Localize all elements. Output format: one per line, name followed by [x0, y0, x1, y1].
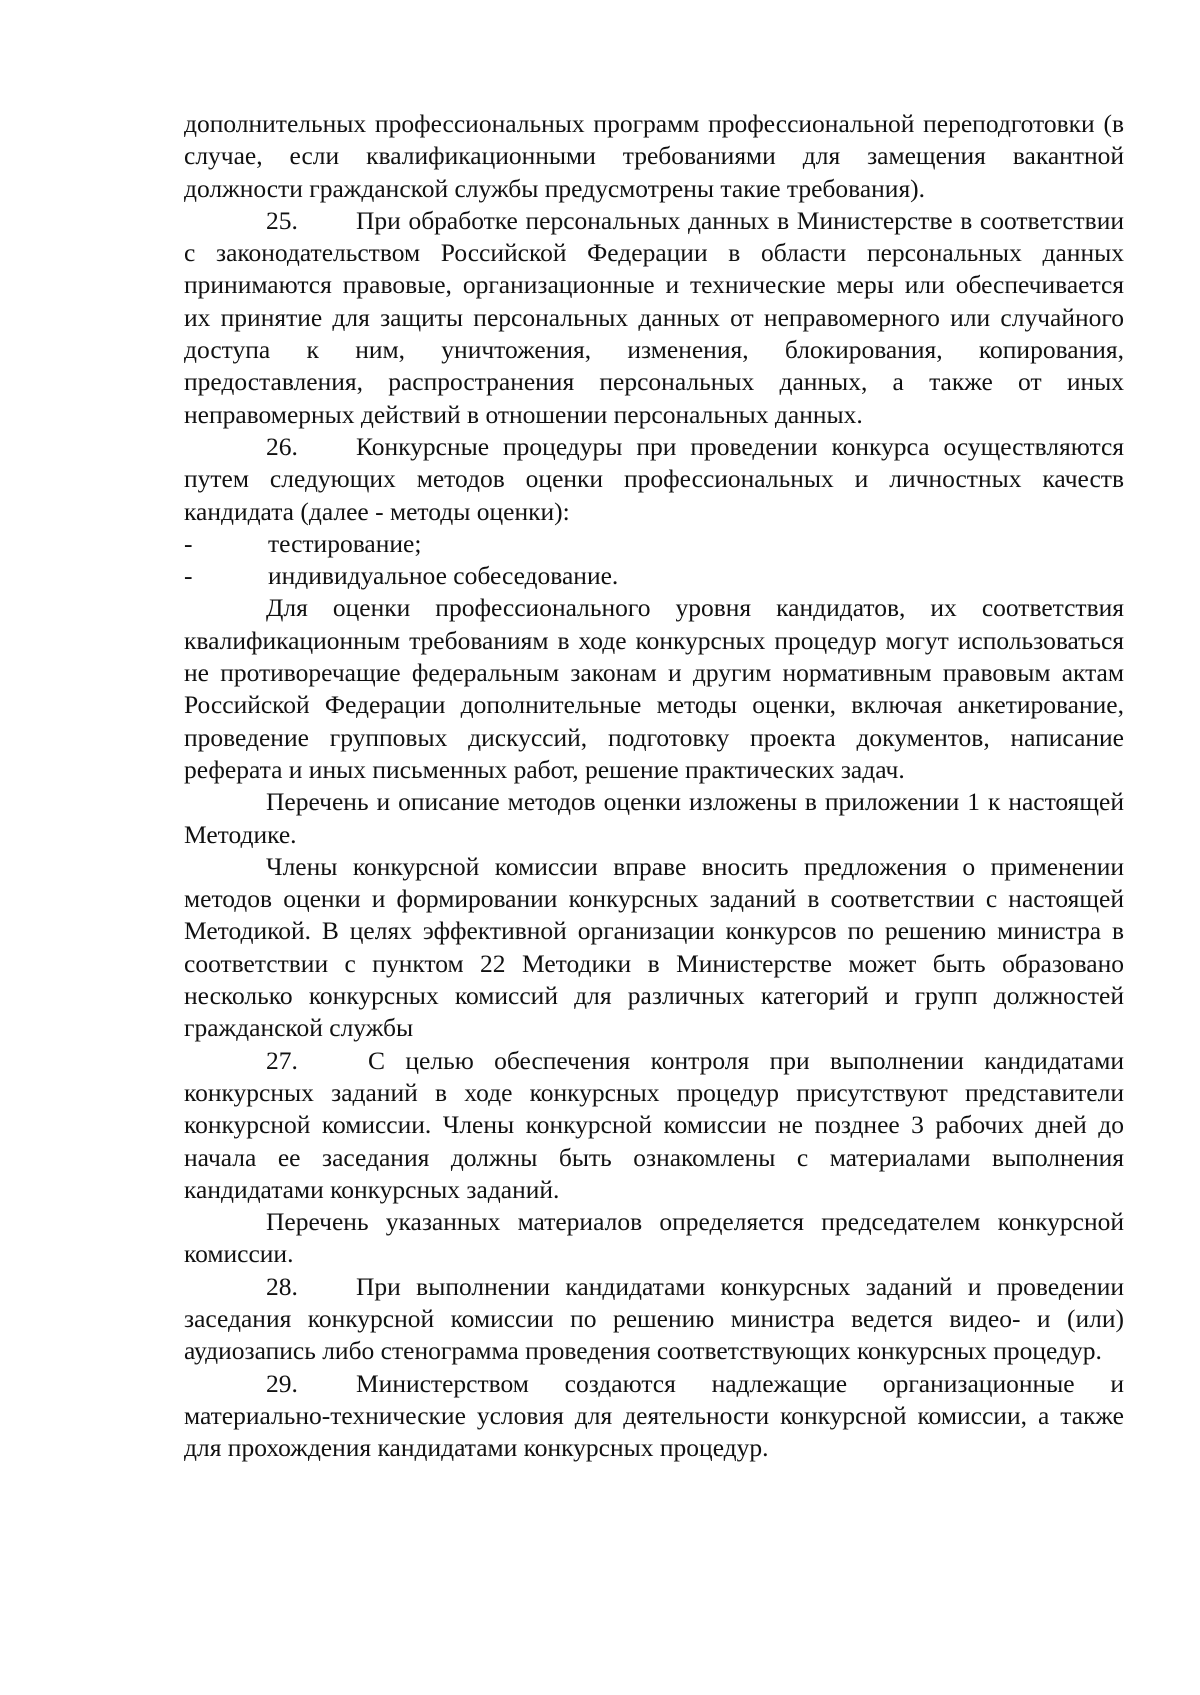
- list-item-interview-text: индивидуальное собеседование.: [268, 561, 619, 591]
- paragraph-28-text: При выполнении кандидатами конкурсных заданий и проведении заседания конкурсной комиссии по решению министра ведется видео- и (или) аудиозапись либо стенограмма проведения соответствующих конкурсных процедур.: [184, 1271, 1124, 1366]
- list-dash: -: [184, 561, 193, 591]
- paragraph-25: [184, 205, 1124, 431]
- paragraph-methods-appendix: Перечень и описание методов оценки изложены в приложении 1 к настоящей Методике.: [184, 787, 1124, 849]
- paragraph-26-text: Конкурсные процедуры при проведении конкурса осуществляются путем следующих методов оценки профессиональных и личностных качеств кандидата (далее - методы оценки):: [184, 431, 1124, 526]
- item-number-26: 26.: [266, 431, 298, 461]
- document-page: [184, 108, 1124, 1464]
- paragraph-28: [184, 1271, 1124, 1368]
- paragraph-27-text: С целью обеспечения контроля при выполнении кандидатами конкурсных заданий в ходе конкурсных процедур присутствуют представители конкурсной комиссии. Члены конкурсной комиссии не позднее 3 рабочих дней до начала ее заседания должны быть ознакомлены с материалами выполнения кандидатами конкурсных заданий.: [184, 1045, 1124, 1204]
- paragraph-27: [184, 1045, 1124, 1206]
- list-item-testing-text: тестирование;: [268, 528, 422, 558]
- item-number-25: 25.: [266, 205, 298, 235]
- paragraph-25-text: При обработке персональных данных в Министерстве в соответствии с законодательством Российской Федерации в области персональных данных принимаются правовые, организационные и технические меры или обеспечивается их принятие для защиты персональных данных от неправомерного или случайного доступа к ним, уничтожения, изменения, блокирования, копирования, предоставления, распространения персональных данных, а также от иных неправомерных действий в отношении персональных данных.: [184, 205, 1124, 429]
- list-item-interview: [184, 560, 1124, 592]
- paragraph-continuation: дополнительных профессиональных программ профессиональной переподготовки (в случае, если квалификационными требованиями для замещения вакантной должности гражданской службы предусмотрены такие требования).: [184, 109, 1124, 203]
- item-number-28: 28.: [266, 1271, 298, 1301]
- paragraph-commission-members: Члены конкурсной комиссии вправе вносить предложения о применении методов оценки и формировании конкурсных заданий в соответствии с настоящей Методикой. В целях эффективной организации конкурсов по решению министра в соответствии с пунктом 22 Методики в Министерстве может быть образовано несколько конкурсных комиссий для различных категорий и групп должностей гражданской службы: [184, 851, 1124, 1043]
- list-dash: -: [184, 528, 193, 558]
- item-number-27: 27.: [266, 1045, 298, 1075]
- paragraph-additional-methods: Для оценки профессионального уровня кандидатов, их соответствия квалификационным требованиям в ходе конкурсных процедур могут использоваться не противоречащие федеральным законам и другим нормативным правовым актам Российской Федерации дополнительные методы оценки, включая анкетирование, проведение групповых дискуссий, подготовку проекта документов, написание реферата и иных письменных работ, решение практических задач.: [184, 593, 1124, 784]
- paragraph-materials-list: Перечень указанных материалов определяется председателем конкурсной комиссии.: [184, 1207, 1124, 1269]
- list-item-testing: [184, 528, 1124, 560]
- item-number-29: 29.: [266, 1368, 298, 1398]
- paragraph-29-text: Министерством создаются надлежащие организационные и материально-технические условия для деятельности конкурсной комиссии, а также для прохождения кандидатами конкурсных процедур.: [184, 1368, 1124, 1463]
- paragraph-29: [184, 1368, 1124, 1465]
- paragraph-26: [184, 431, 1124, 528]
